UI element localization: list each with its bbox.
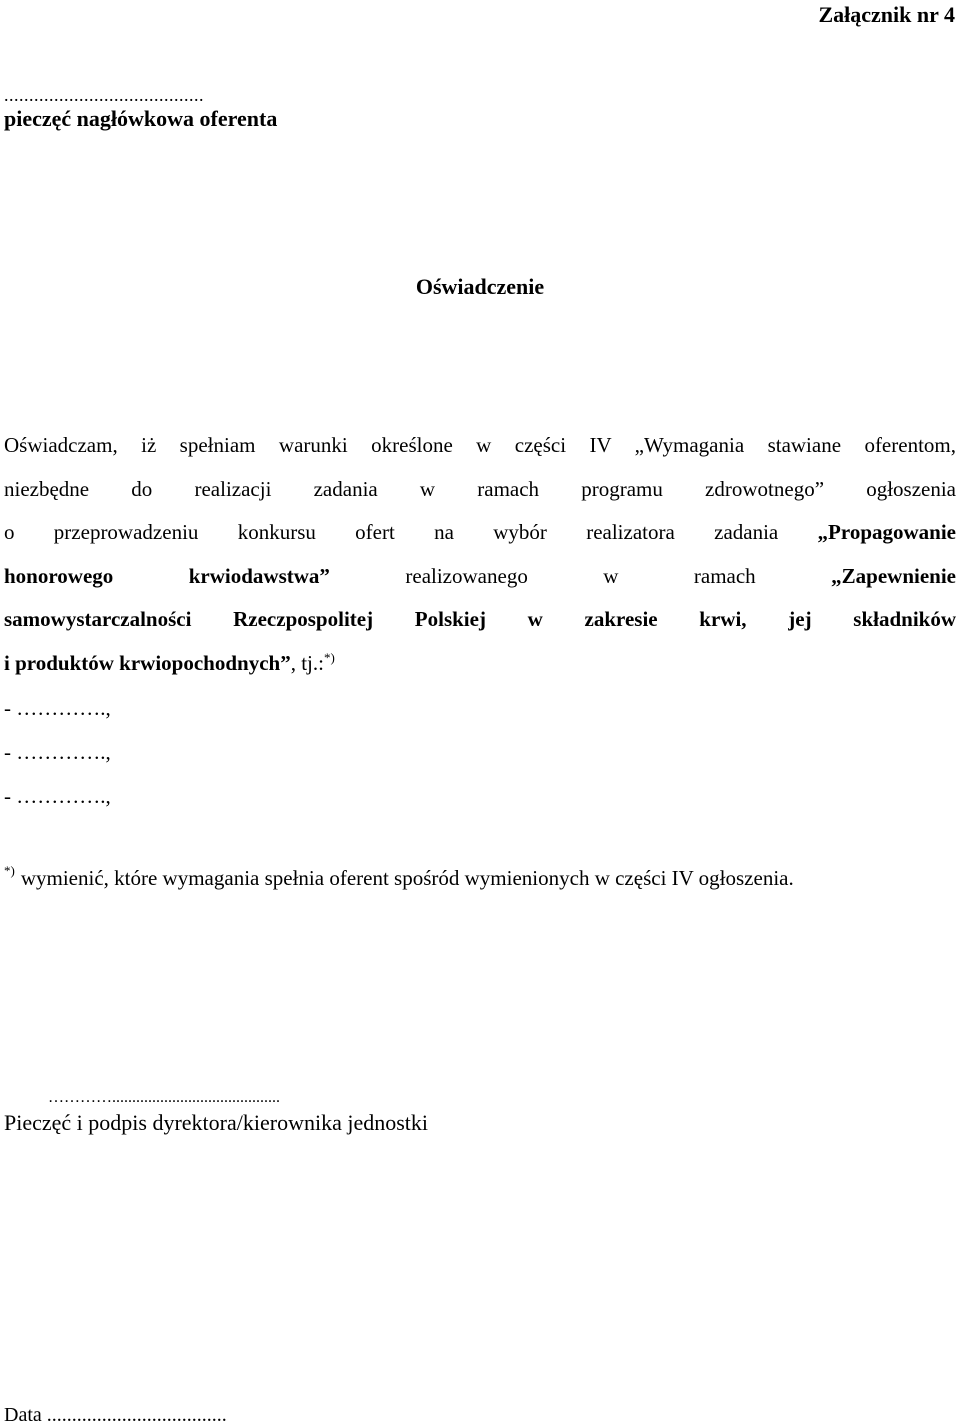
signature-placeholder-line: …………..........................................: [48, 1089, 280, 1106]
body-line-4-text: realizowanego w ramach: [329, 564, 832, 588]
requirement-list-item: - ………….,: [4, 696, 111, 720]
date-line: Data ....................................: [4, 1404, 227, 1426]
body-line-3-text: o przeprowadzeniu konkursu ofert na wybór realizatora zadania: [4, 520, 818, 544]
stamp-caption: pieczęć nagłówkowa oferenta: [4, 106, 278, 131]
footnote-text: wymienić, które wymagania spełnia oferent spośród wymienionych w części IV ogłoszenia.: [20, 866, 794, 890]
stamp-block: [4, 86, 277, 132]
task-name-start: „Propagowanie: [817, 520, 956, 544]
body-line-5: samowystarczalności Rzeczpospolitej Polskiej w zakresie krwi, jej składników: [4, 607, 956, 631]
body-line-6-text: , tj.:: [290, 651, 324, 675]
signature-block: [4, 1090, 428, 1136]
body-line-6: [4, 651, 335, 676]
program-name-end: i produktów krwiopochodnych”: [4, 651, 291, 675]
body-line-1: Oświadczam, iż spełniam warunki określone w części IV „Wymagania stawiane oferentom,: [4, 433, 956, 457]
requirement-list-item: - ………….,: [4, 784, 111, 808]
stamp-placeholder-line: ........................................: [4, 85, 204, 105]
footnote: [4, 863, 794, 891]
task-name-end: honorowego krwiodawstwa”: [4, 564, 330, 588]
attachment-label: Załącznik nr 4: [818, 2, 955, 27]
program-name-start: „Zapewnienie: [831, 564, 956, 588]
body-line-2: niezbędne do realizacji zadania w ramach programu zdrowotnego” ogłoszenia: [4, 477, 956, 501]
body-line-3: [4, 520, 956, 545]
requirement-list-item: - ………….,: [4, 740, 111, 764]
footnote-mark: *): [4, 863, 15, 878]
document-title: Oświadczenie: [415, 274, 545, 299]
footnote-reference: *): [323, 650, 335, 665]
signature-caption: Pieczęć i podpis dyrektora/kierownika jednostki: [4, 1110, 428, 1135]
body-line-4: [4, 564, 956, 589]
